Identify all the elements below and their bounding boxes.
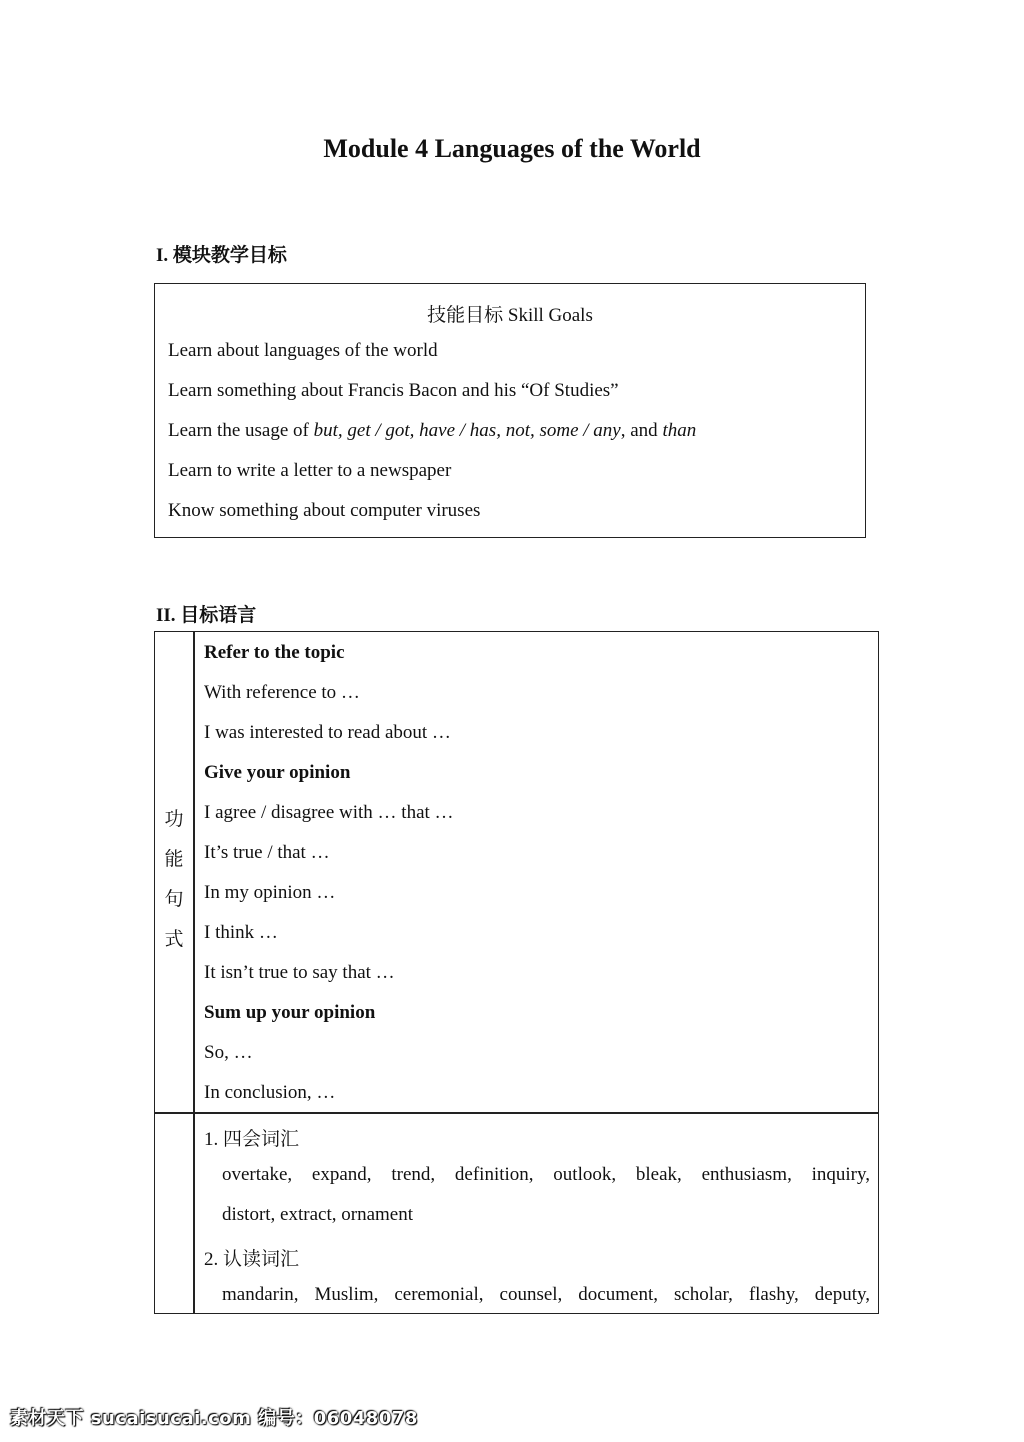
function-sentence: It isn’t true to say that … <box>204 962 395 983</box>
table-column-divider <box>193 632 195 1313</box>
function-sentence: I think … <box>204 922 278 943</box>
side-label-char: 式 <box>164 929 184 950</box>
function-sentence: It’s true / that … <box>204 842 330 863</box>
goal-item: Learn something about Francis Bacon and his “Of Studies” <box>168 380 619 401</box>
page-title: Module 4 Languages of the World <box>323 134 701 163</box>
skill-goals-heading: 技能目标 Skill Goals <box>427 305 593 326</box>
vocab-line: mandarin, Muslim, ceremonial, counsel, document, scholar, flashy, deputy, <box>222 1284 870 1305</box>
section-heading-goals: I. 模块教学目标 <box>156 245 287 266</box>
function-sentence: I agree / disagree with … that … <box>204 802 454 823</box>
vocab-heading-recognition: 2. 认读词汇 <box>204 1249 300 1270</box>
vocab-heading-four-skills: 1. 四会词汇 <box>204 1129 300 1150</box>
function-sentence: I was interested to read about … <box>204 722 451 743</box>
function-category: Give your opinion <box>204 762 351 783</box>
goal-item: Know something about computer viruses <box>168 500 481 521</box>
function-sentence: In conclusion, … <box>204 1082 336 1103</box>
vocab-line: overtake, expand, trend, definition, outlook, bleak, enthusiasm, inquiry, <box>222 1164 870 1185</box>
function-sentence: With reference to … <box>204 682 360 703</box>
function-category: Refer to the topic <box>204 642 345 663</box>
watermark: 素材天下 sucaisucai.com 编号：06048078 <box>10 1408 418 1429</box>
side-label-char: 句 <box>164 889 184 910</box>
side-label-char: 功 <box>164 809 184 830</box>
function-sentence: In my opinion … <box>204 882 336 903</box>
function-sentence: So, … <box>204 1042 253 1063</box>
section-heading-target-language: II. 目标语言 <box>156 605 257 626</box>
vocab-line: distort, extract, ornament <box>222 1204 413 1225</box>
table-row-divider <box>155 1112 878 1114</box>
function-category: Sum up your opinion <box>204 1002 376 1023</box>
side-label-char: 能 <box>164 849 184 870</box>
target-language-table <box>154 631 879 1314</box>
goal-item: Learn about languages of the world <box>168 340 438 361</box>
goal-item: Learn the usage of but, get / got, have / has, not, some / any, and than <box>168 420 697 441</box>
goal-item: Learn to write a letter to a newspaper <box>168 460 452 481</box>
skill-goals-box <box>154 283 866 538</box>
